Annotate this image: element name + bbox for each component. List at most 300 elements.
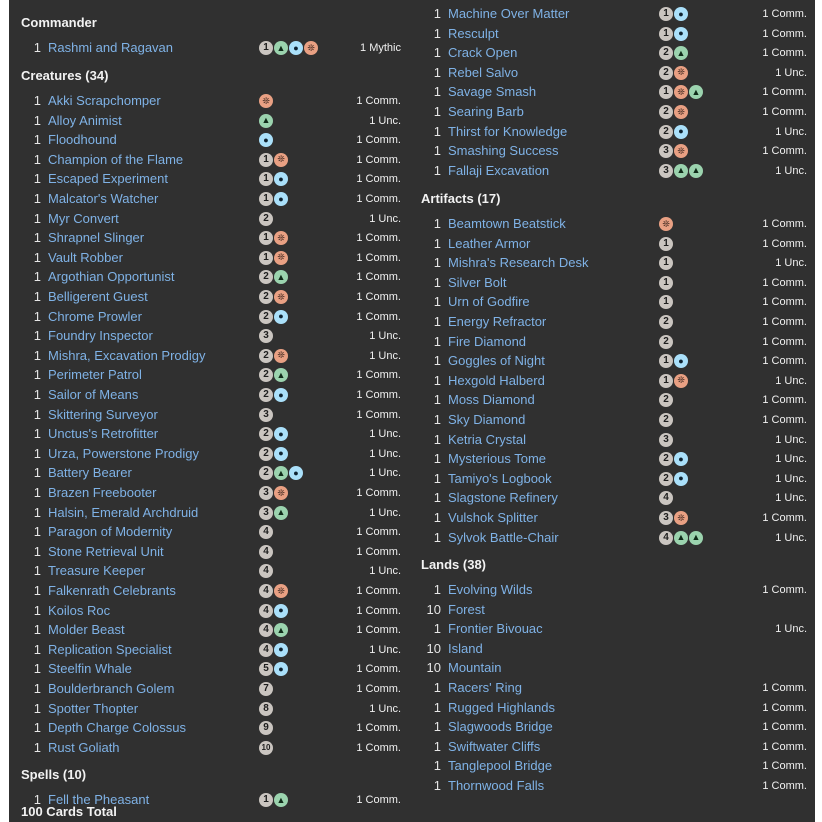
card-name-link[interactable]: Floodhound (48, 132, 117, 148)
card-rarity: 1 Comm. (356, 722, 401, 735)
card-name-link[interactable]: Unctus's Retrofitter (48, 426, 159, 442)
red-mana-icon: ❊ (274, 349, 288, 363)
card-row-island (409, 640, 815, 660)
generic-mana-icon: 1 (259, 153, 273, 167)
card-quantity: 1 (33, 406, 41, 422)
card-rarity: 1 Comm. (762, 276, 807, 289)
mana-cost (659, 335, 673, 349)
generic-mana-icon: 1 (659, 237, 673, 251)
generic-mana-icon: 1 (259, 251, 273, 265)
mana-cost (659, 511, 688, 525)
card-row-halsin-emerald-archdruid (9, 504, 409, 524)
card-quantity: 1 (33, 269, 41, 285)
card-rarity: 1 Comm. (356, 487, 401, 499)
mana-cost (659, 433, 673, 447)
card-quantity: 1 (33, 739, 41, 755)
generic-mana-icon: 4 (259, 623, 273, 637)
generic-mana-icon: 2 (659, 472, 673, 486)
card-row-fallaji-excavation (409, 162, 815, 182)
generic-mana-icon: 2 (259, 212, 273, 226)
card-row-escaped-experiment (9, 170, 409, 190)
card-rarity: 1 Comm. (762, 682, 807, 694)
card-name-link[interactable]: Urn of Godfire (448, 294, 530, 310)
mana-cost (259, 584, 288, 598)
card-rarity: 1 Comm. (762, 27, 807, 40)
card-quantity: 1 (433, 621, 441, 637)
mana-cost (659, 85, 703, 99)
blue-mana-icon: ● (274, 604, 288, 618)
generic-mana-icon: 1 (659, 27, 673, 41)
mana-cost (259, 212, 273, 226)
mana-cost (259, 466, 303, 480)
blue-mana-icon: ● (274, 447, 288, 461)
section-title-commander: Commander (21, 15, 97, 30)
card-name-link[interactable]: Halsin, Emerald Archdruid (48, 504, 199, 520)
blue-mana-icon: ● (274, 310, 288, 324)
card-name-link[interactable]: Chrome Prowler (48, 308, 142, 324)
card-rarity: 1 Comm. (356, 683, 401, 695)
red-mana-icon: ❊ (674, 66, 688, 80)
card-rarity: 1 Comm. (762, 760, 807, 773)
card-quantity: 1 (433, 162, 441, 178)
card-name-link[interactable]: Mishra's Research Desk (448, 255, 589, 271)
card-row-frontier-bivouac (409, 620, 815, 640)
mana-cost (259, 290, 288, 304)
card-name-link[interactable]: Fell the Pheasant (48, 792, 150, 807)
red-mana-icon: ❊ (674, 511, 688, 525)
card-quantity: 1 (433, 510, 441, 525)
mana-cost (659, 472, 688, 486)
card-rarity: 1 Unc. (775, 374, 807, 387)
mana-cost (259, 349, 288, 363)
generic-mana-icon: 1 (259, 41, 273, 55)
card-rarity: 1 Comm. (356, 310, 401, 323)
generic-mana-icon: 4 (659, 491, 673, 505)
mana-cost (659, 105, 688, 119)
card-name-link[interactable]: Fallaji Excavation (448, 162, 550, 178)
card-rarity: 1 Comm. (762, 86, 807, 99)
card-rarity: 1 Comm. (356, 624, 401, 637)
generic-mana-icon: 3 (659, 511, 673, 525)
card-name-link[interactable]: Belligerent Guest (48, 289, 148, 304)
green-mana-icon: ▲ (259, 114, 273, 128)
generic-mana-icon: 2 (259, 349, 273, 363)
mana-cost (659, 452, 688, 466)
card-name-link[interactable]: Akki Scrapchomper (48, 93, 161, 108)
generic-mana-icon: 2 (659, 335, 673, 349)
card-row-unctus-s-retrofitter (9, 425, 409, 445)
mana-cost (259, 447, 288, 461)
generic-mana-icon: 2 (259, 447, 273, 461)
card-quantity: 1 (33, 445, 41, 461)
card-name-link[interactable]: Myr Convert (48, 210, 119, 226)
card-row-beamtown-beatstick (409, 215, 815, 235)
card-row-rebel-salvo (409, 64, 815, 84)
generic-mana-icon: 2 (259, 270, 273, 284)
generic-mana-icon: 10 (259, 741, 273, 755)
card-row-stone-retrieval-unit (9, 543, 409, 563)
card-quantity: 1 (33, 210, 41, 226)
mana-cost (259, 741, 273, 755)
card-quantity: 1 (433, 738, 441, 754)
generic-mana-icon: 2 (659, 393, 673, 407)
card-row-alloy-animist (9, 112, 409, 132)
green-mana-icon: ▲ (274, 506, 288, 520)
card-rarity: 1 Comm. (356, 526, 401, 539)
generic-mana-icon: 4 (259, 584, 273, 598)
card-rarity: 1 Comm. (356, 271, 401, 284)
card-quantity: 1 (33, 485, 41, 500)
blue-mana-icon: ● (274, 192, 288, 206)
mana-cost (259, 702, 273, 716)
card-name-link[interactable]: Frontier Bivouac (448, 621, 543, 637)
card-rarity: 1 Unc. (369, 114, 401, 127)
card-quantity: 1 (433, 216, 441, 231)
card-row-machine-over-matter (409, 5, 815, 25)
generic-mana-icon: 3 (659, 144, 673, 158)
generic-mana-icon: 1 (259, 793, 273, 807)
card-name-link[interactable]: Skittering Surveyor (48, 406, 158, 422)
generic-mana-icon: 3 (659, 164, 673, 178)
card-rarity: 1 Comm. (762, 701, 807, 714)
card-quantity: 1 (33, 563, 41, 579)
card-quantity: 1 (33, 93, 41, 108)
card-name-link[interactable]: Evolving Wilds (448, 582, 533, 597)
card-name-link[interactable]: Racers' Ring (448, 680, 523, 695)
generic-mana-icon: 1 (259, 172, 273, 186)
card-name-link[interactable]: Treasure Keeper (48, 563, 146, 579)
card-rarity: 1 Unc. (775, 66, 807, 79)
card-name-link[interactable]: Boulderbranch Golem (48, 681, 175, 696)
card-name-link[interactable]: Sky Diamond (448, 412, 526, 427)
card-name-link[interactable]: Escaped Experiment (48, 171, 168, 187)
red-mana-icon: ❊ (674, 374, 688, 388)
card-row-slagstone-refinery (409, 489, 815, 509)
blue-mana-icon: ● (674, 7, 688, 21)
card-name-link[interactable]: Smashing Success (448, 143, 559, 159)
card-name-link[interactable]: Stone Retrieval Unit (48, 543, 164, 559)
card-row-molder-beast (9, 621, 409, 641)
mana-cost (659, 144, 688, 158)
red-mana-icon: ❊ (274, 486, 288, 500)
card-quantity: 1 (33, 367, 41, 383)
card-name-link[interactable]: Spotter Thopter (48, 700, 139, 716)
card-quantity: 1 (33, 308, 41, 324)
card-rarity: 1 Unc. (369, 349, 401, 362)
generic-mana-icon: 1 (659, 295, 673, 309)
card-row-swiftwater-cliffs (409, 738, 815, 758)
card-name-link[interactable]: Rebel Salvo (448, 64, 519, 80)
generic-mana-icon: 3 (259, 329, 273, 343)
card-quantity: 1 (33, 387, 41, 402)
card-name-link[interactable]: Mysterious Tome (448, 451, 547, 467)
card-name-link[interactable]: Swiftwater Cliffs (448, 738, 541, 754)
card-row-battery-bearer (9, 464, 409, 484)
generic-mana-icon: 3 (259, 506, 273, 520)
card-quantity: 1 (433, 123, 441, 139)
card-rarity: 1 Mythic (360, 42, 401, 54)
generic-mana-icon: 2 (659, 46, 673, 60)
card-quantity: 1 (433, 778, 441, 793)
card-name-link[interactable]: Sailor of Means (48, 387, 139, 402)
card-rarity: 1 Comm. (762, 355, 807, 368)
red-mana-icon: ❊ (259, 94, 273, 108)
card-name-link[interactable]: Ketria Crystal (448, 431, 527, 447)
card-rarity: 1 Unc. (775, 531, 807, 544)
card-row-sailor-of-means (9, 386, 409, 406)
card-name-link[interactable]: Island (448, 640, 483, 656)
card-row-crack-open (409, 44, 815, 64)
card-name-link[interactable]: Vault Robber (48, 249, 123, 265)
card-quantity: 1 (433, 235, 441, 251)
card-row-replication-specialist (9, 641, 409, 661)
card-name-link[interactable]: Resculpt (448, 25, 499, 41)
card-rarity: 1 Comm. (762, 47, 807, 60)
card-quantity: 1 (433, 431, 441, 447)
card-quantity: 1 (33, 426, 41, 442)
card-quantity: 1 (33, 661, 41, 677)
card-row-sylvok-battle-chair (409, 529, 815, 549)
card-name-link[interactable]: Sylvok Battle-Chair (448, 529, 559, 545)
card-quantity: 1 (433, 529, 441, 545)
card-quantity: 1 (433, 314, 441, 329)
blue-mana-icon: ● (274, 388, 288, 402)
generic-mana-icon: 4 (259, 604, 273, 618)
card-quantity: 1 (33, 40, 41, 55)
card-row-vault-robber (9, 249, 409, 269)
card-row-ketria-crystal (409, 431, 815, 451)
card-name-link[interactable]: Forest (448, 601, 485, 617)
card-name-link[interactable]: Thornwood Falls (448, 778, 545, 793)
card-name-link[interactable]: Mountain (448, 660, 502, 676)
card-name-link[interactable]: Mishra, Excavation Prodigy (48, 347, 206, 363)
card-name-link[interactable]: Energy Refractor (448, 314, 547, 329)
card-rarity: 1 Unc. (369, 467, 401, 480)
card-name-link[interactable]: Replication Specialist (48, 641, 172, 657)
mana-cost (659, 374, 688, 388)
generic-mana-icon: 7 (259, 682, 273, 696)
card-name-link[interactable]: Rashmi and Ragavan (48, 40, 174, 55)
card-name-link[interactable]: Crack Open (448, 45, 518, 61)
card-name-link[interactable]: Tanglepool Bridge (448, 758, 553, 774)
card-quantity: 1 (433, 84, 441, 100)
blue-mana-icon: ● (674, 27, 688, 41)
card-rarity: 1 Comm. (356, 408, 401, 421)
card-name-link[interactable]: Rugged Highlands (448, 699, 555, 715)
mana-cost (259, 525, 273, 539)
green-mana-icon: ▲ (274, 270, 288, 284)
card-row-champion-of-the-flame (9, 151, 409, 171)
mana-cost (659, 491, 673, 505)
mana-cost (259, 545, 273, 559)
card-quantity: 1 (33, 504, 41, 520)
card-row-argothian-opportunist (9, 268, 409, 288)
green-mana-icon: ▲ (674, 531, 688, 545)
card-rarity: 1 Comm. (762, 394, 807, 407)
generic-mana-icon: 2 (259, 310, 273, 324)
mana-cost (659, 27, 688, 41)
card-name-link[interactable]: Goggles of Night (448, 353, 545, 369)
generic-mana-icon: 2 (259, 427, 273, 441)
card-row-malcator-s-watcher (9, 190, 409, 210)
card-name-link[interactable]: Savage Smash (448, 84, 537, 100)
card-row-smashing-success (409, 142, 815, 162)
mana-cost (259, 329, 273, 343)
card-name-link[interactable]: Rust Goliath (48, 739, 120, 755)
card-name-link[interactable]: Slagstone Refinery (448, 490, 558, 506)
card-name-link[interactable]: Fire Diamond (448, 333, 527, 349)
blue-mana-icon: ● (674, 452, 688, 466)
card-row-myr-convert (9, 210, 409, 230)
generic-mana-icon: 1 (659, 7, 673, 21)
generic-mana-icon: 1 (259, 192, 273, 206)
card-row-belligerent-guest (9, 288, 409, 308)
card-rarity: 1 Comm. (356, 741, 401, 754)
card-name-link[interactable]: Beamtown Beatstick (448, 216, 566, 231)
card-row-foundry-inspector (9, 327, 409, 347)
card-quantity: 1 (33, 583, 41, 598)
card-row-falkenrath-celebrants (9, 582, 409, 602)
card-name-link[interactable]: Hexgold Halberd (448, 372, 545, 388)
red-mana-icon: ❊ (659, 217, 673, 231)
red-mana-icon: ❊ (274, 584, 288, 598)
card-row-boulderbranch-golem (9, 680, 409, 700)
card-row-brazen-freebooter (9, 484, 409, 504)
mana-cost (259, 310, 288, 324)
red-mana-icon: ❊ (274, 153, 288, 167)
red-mana-icon: ❊ (674, 105, 688, 119)
mana-cost (259, 604, 288, 618)
card-name-link[interactable]: Brazen Freebooter (48, 485, 157, 500)
mana-cost (659, 217, 673, 231)
card-name-link[interactable]: Battery Bearer (48, 465, 132, 481)
green-mana-icon: ▲ (274, 368, 288, 382)
mana-cost (659, 315, 673, 329)
card-row-depth-charge-colossus (9, 719, 409, 739)
decklist-panel (9, 0, 815, 822)
card-name-link[interactable]: Silver Bolt (448, 274, 507, 290)
card-name-link[interactable]: Urza, Powerstone Prodigy (48, 445, 200, 461)
mana-cost (259, 721, 273, 735)
card-name-link[interactable]: Koilos Roc (48, 602, 111, 618)
card-quantity: 1 (33, 249, 41, 265)
card-name-link[interactable]: Paragon of Modernity (48, 524, 173, 540)
generic-mana-icon: 3 (259, 408, 273, 422)
card-name-link[interactable]: Tamiyo's Logbook (448, 470, 552, 486)
section-title-creatures: Creatures (34) (21, 68, 109, 83)
card-rarity: 1 Comm. (356, 153, 401, 166)
card-row-spotter-thopter (9, 700, 409, 720)
card-name-link[interactable]: Slagwoods Bridge (448, 719, 553, 735)
card-row-racers-ring (409, 679, 815, 699)
card-row-tamiyo-s-logbook (409, 470, 815, 490)
card-rarity: 1 Comm. (762, 296, 807, 309)
card-rarity: 1 Unc. (369, 506, 401, 519)
card-quantity: 1 (33, 720, 41, 736)
card-row-rugged-highlands (409, 699, 815, 719)
blue-mana-icon: ● (259, 133, 273, 147)
card-name-link[interactable]: Perimeter Patrol (48, 367, 142, 383)
mana-cost (659, 7, 688, 21)
mana-cost (259, 94, 273, 108)
green-mana-icon: ▲ (689, 85, 703, 99)
card-name-link[interactable]: Moss Diamond (448, 392, 535, 408)
card-name-link[interactable]: Alloy Animist (48, 112, 122, 128)
mana-cost (659, 66, 688, 80)
card-quantity: 1 (33, 151, 41, 167)
card-rarity: 1 Comm. (356, 794, 401, 806)
card-quantity: 10 (426, 660, 441, 676)
generic-mana-icon: 4 (259, 564, 273, 578)
card-row-hexgold-halberd (409, 372, 815, 392)
card-name-link[interactable]: Leather Armor (448, 235, 531, 251)
card-quantity: 1 (33, 465, 41, 481)
card-name-link[interactable]: Molder Beast (48, 622, 125, 638)
mana-cost (659, 125, 688, 139)
green-mana-icon: ▲ (674, 164, 688, 178)
card-quantity: 1 (433, 143, 441, 159)
card-rarity: 1 Comm. (356, 389, 401, 401)
card-name-link[interactable]: Argothian Opportunist (48, 269, 175, 285)
mana-cost (259, 251, 288, 265)
card-quantity: 1 (433, 719, 441, 735)
card-row-koilos-roc (9, 602, 409, 622)
generic-mana-icon: 2 (259, 388, 273, 402)
card-name-link[interactable]: Malcator's Watcher (48, 191, 159, 206)
generic-mana-icon: 2 (259, 466, 273, 480)
card-row-urza-powerstone-prodigy (9, 445, 409, 465)
card-name-link[interactable]: Steelfin Whale (48, 661, 132, 677)
card-name-link[interactable]: Shrapnel Slinger (48, 230, 145, 246)
generic-mana-icon: 1 (659, 256, 673, 270)
card-quantity: 1 (433, 699, 441, 715)
card-rarity: 1 Comm. (356, 369, 401, 382)
card-row-mountain (409, 659, 815, 679)
blue-mana-icon: ● (274, 643, 288, 657)
card-row-akki-scrapchomper (9, 92, 409, 112)
generic-mana-icon: 4 (259, 545, 273, 559)
card-name-link[interactable]: Vulshok Splitter (448, 510, 538, 525)
red-mana-icon: ❊ (274, 290, 288, 304)
card-name-link[interactable]: Machine Over Matter (448, 6, 570, 21)
card-name-link[interactable]: Searing Barb (448, 104, 524, 119)
mana-cost (659, 256, 673, 270)
mana-cost (659, 531, 703, 545)
card-name-link[interactable]: Depth Charge Colossus (48, 720, 187, 736)
mana-cost (259, 564, 273, 578)
card-rarity: 1 Unc. (775, 623, 807, 636)
card-row-shrapnel-slinger (9, 229, 409, 249)
card-rarity: 1 Comm. (356, 134, 401, 147)
card-quantity: 1 (33, 700, 41, 716)
mana-cost (259, 506, 288, 520)
card-quantity: 1 (433, 451, 441, 467)
blue-mana-icon: ● (274, 662, 288, 676)
card-rarity: 1 Comm. (356, 663, 401, 676)
card-name-link[interactable]: Falkenrath Celebrants (48, 583, 176, 598)
card-rarity: 1 Comm. (356, 232, 401, 245)
section-title-lands: Lands (38) (421, 557, 487, 572)
generic-mana-icon: 2 (659, 105, 673, 119)
card-quantity: 1 (33, 328, 41, 344)
card-name-link[interactable]: Foundry Inspector (48, 328, 153, 344)
card-quantity: 1 (33, 524, 41, 540)
card-name-link[interactable]: Champion of the Flame (48, 151, 184, 167)
blue-mana-icon: ● (289, 41, 303, 55)
card-name-link[interactable]: Thirst for Knowledge (448, 123, 568, 139)
card-quantity: 1 (433, 294, 441, 310)
generic-mana-icon: 3 (659, 433, 673, 447)
